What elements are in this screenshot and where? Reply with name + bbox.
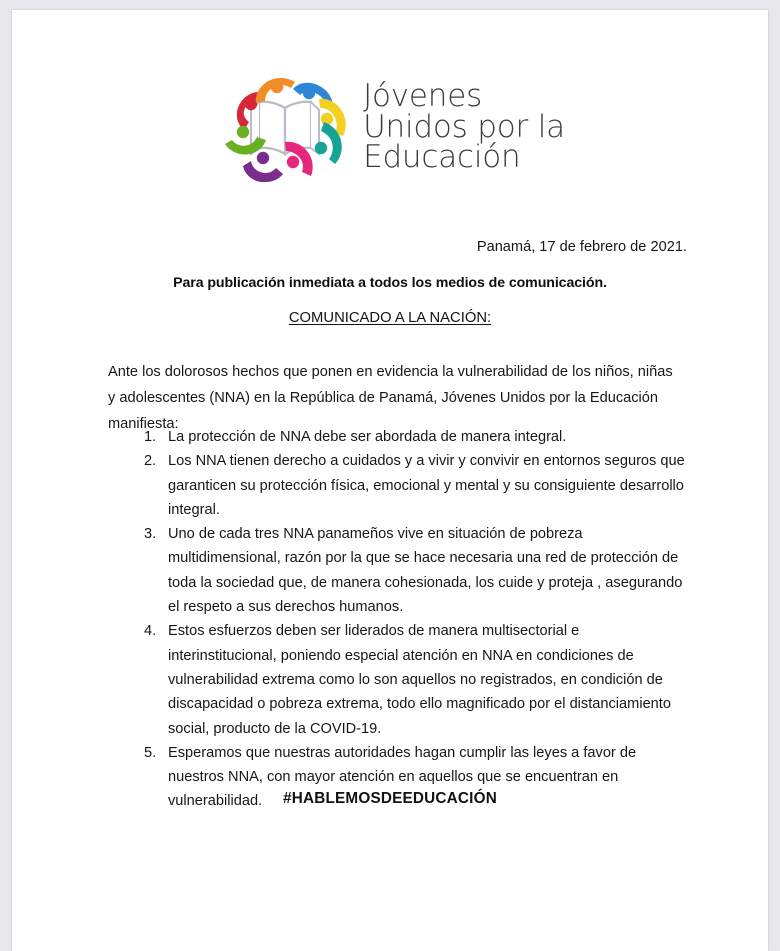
list-item-text: Uno de cada tres NNA panameños vive en situación de pobreza multidimensional, razón por la que se hace necesaria una red de protección de toda la sociedad que, de manera cohesionada, los cuide y proteja , asegurando el respeto a sus derechos humanos. xyxy=(168,526,683,616)
list-item-text: La protección de NNA debe ser abordada de manera integral. xyxy=(168,429,567,445)
document-page xyxy=(12,10,768,951)
list-item xyxy=(108,619,688,740)
star-people-book-icon xyxy=(215,62,355,190)
list-item-number: 1. xyxy=(144,429,157,445)
list-item-number: 3. xyxy=(144,526,157,543)
list-item xyxy=(108,522,688,619)
list-item-number: 2. xyxy=(144,453,157,470)
logo-wordmark-line-1: Jóvenes xyxy=(363,78,483,115)
list-item-text: Estos esfuerzos deben ser liderados de manera multisectorial e interinstitucional, poniendo especial atención en NNA en condiciones de vulnerabilidad extrema como lo son aquellos no registrados, en condición de discapacidad o pobreza extrema, todo ello magnificado por el distanciamiento social, producto de la COVID-19. xyxy=(168,623,671,737)
immediate-release-note: Para publicación inmediata a todos los medios de comunicación. xyxy=(173,275,607,291)
organization-logo xyxy=(12,62,768,190)
page-title-text: COMUNICADO A LA NACIÓN: xyxy=(288,310,492,326)
page-title xyxy=(12,310,768,326)
campaign-hashtag: #HABLEMOSDEEDUCACIÓN xyxy=(283,790,497,807)
logo-wordmark xyxy=(363,78,565,176)
date-line: Panamá, 17 de febrero de 2021. xyxy=(476,239,687,255)
intro-paragraph: Ante los dolorosos hechos que ponen en evidencia la vulnerabilidad de los niños, niñas y adolescentes (NNA) en la República de Panamá, Jóvenes Unidos por la Educación manifiesta: xyxy=(108,363,673,432)
list-item-number: 4. xyxy=(144,623,157,640)
list-item xyxy=(108,449,688,522)
manifesto-list xyxy=(108,425,688,814)
list-item xyxy=(108,425,688,449)
logo-wordmark-line-2: Unidos por la xyxy=(363,108,565,145)
list-item-number: 5. xyxy=(144,744,157,761)
list-item-text: Esperamos que nuestras autoridades hagan cumplir las leyes a favor de nuestros NNA, con mayor atención en aquellos que se encuentran en vulnerabilidad. xyxy=(168,744,637,810)
list-item-text: Los NNA tienen derecho a cuidados y a vivir y convivir en entornos seguros que garanticen su protección física, emocional y mental y su consiguiente desarrollo integral. xyxy=(168,453,685,518)
logo-wordmark-line-3: Educación xyxy=(363,139,521,176)
